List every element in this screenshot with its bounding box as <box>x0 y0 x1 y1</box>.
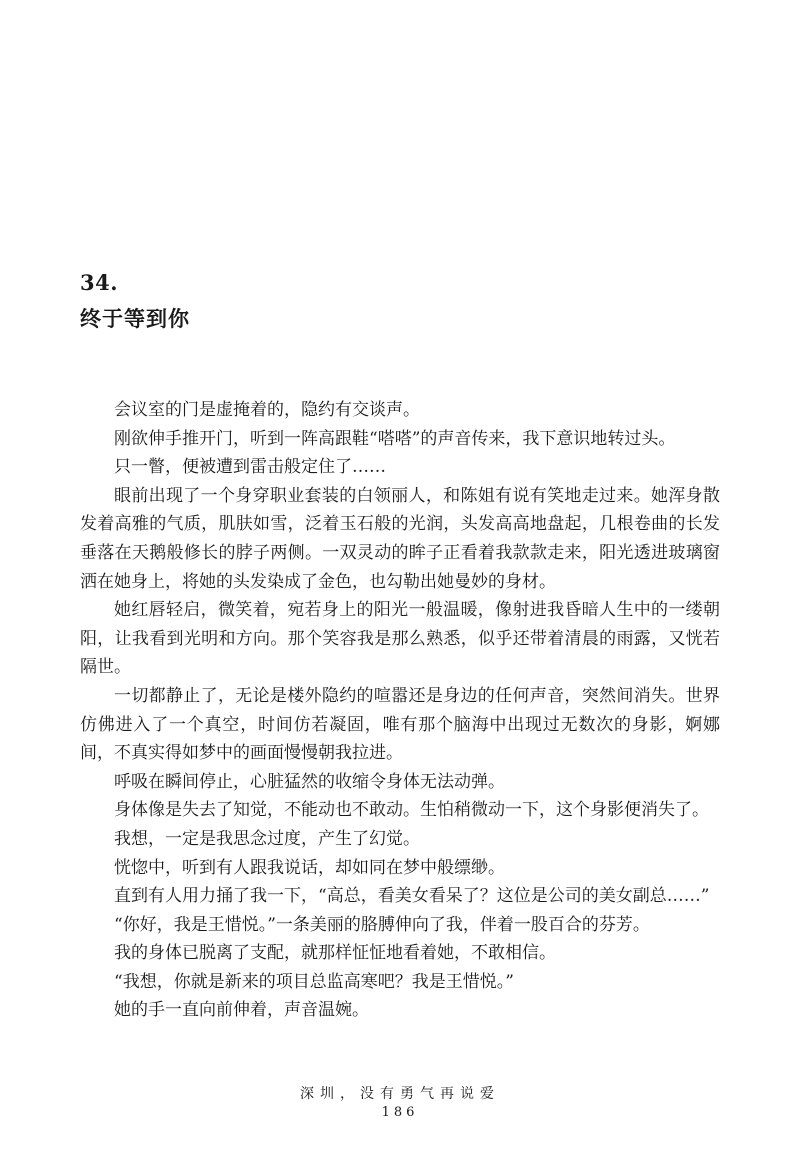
paragraph: 恍惚中，听到有人跟我说话，却如同在梦中般缥缈。 <box>114 857 505 878</box>
paragraph: 直到有人用力捅了我一下，“高总，看美女看呆了？这位是公司的美女副总……” <box>114 886 710 907</box>
paragraph: 刚欲伸手推开门，听到一阵高跟鞋“嗒嗒”的声音传来，我下意识地转过头。 <box>114 428 676 449</box>
paragraph: 她的手一直向前伸着，声音温婉。 <box>114 1000 369 1021</box>
chapter-title: 终于等到你 <box>80 307 190 331</box>
paragraph: 我想，一定是我思念过度，产生了幻觉。 <box>114 828 420 849</box>
paragraph: 会议室的门是虚掩着的，隐约有交谈声。 <box>114 400 420 420</box>
paragraph: 她红唇轻启，微笑着，宛若身上的阳光一般温暖，像射进我昏暗人生中的一缕朝阳，让我看到光明和方向。那个笑容我是那么熟悉，似乎还带着清晨的雨露，又恍若隔世。 <box>80 600 720 678</box>
paragraph: 我的身体已脱离了支配，就那样怔怔地看着她，不敢相信。 <box>114 943 556 964</box>
page-number: 186 <box>381 1105 419 1120</box>
running-footer-title: 深圳，没有勇气再说爱 <box>300 1086 500 1102</box>
paragraph: 一切都静止了，无论是楼外隐约的喧嚣还是身边的任何声音，突然间消失。世界仿佛进入了一个真空，时间仿若凝固，唯有那个脑海中出现过无数次的身影，婀娜间，不真实得如梦中的画面慢慢朝我拉进。 <box>80 685 720 764</box>
paragraph: 只一瞥，便被遭到雷击般定住了…… <box>114 457 386 478</box>
paragraph: 身体像是失去了知觉，不能动也不敢动。生怕稍微动一下，这个身影便消失了。 <box>114 800 709 821</box>
paragraph: “我想，你就是新来的项目总监高寒吧？我是王惜悦。” <box>114 971 514 992</box>
paragraph: “你好，我是王惜悦。”一条美丽的胳膊伸向了我，伴着一股百合的芬芳。 <box>114 914 650 935</box>
chapter-body <box>80 396 720 1025</box>
paragraph: 呼吸在瞬间停止，心脏猛然的收缩令身体无法动弹。 <box>114 771 505 792</box>
paragraph: 眼前出现了一个身穿职业套装的白领丽人，和陈姐有说有笑地走过来。她浑身散发着高雅的气质，肌肤如雪，泛着玉石般的光润，头发高高地盘起，几根卷曲的长发垂落在天鹅般修长的脖子两侧。一双灵动的眸子正看着我款款走来，阳光透进玻璃窗洒在她身上，将她的头发染成了金色，也勾勒出她曼妙的身材。 <box>80 485 720 592</box>
chapter-number: 34. <box>80 270 119 295</box>
